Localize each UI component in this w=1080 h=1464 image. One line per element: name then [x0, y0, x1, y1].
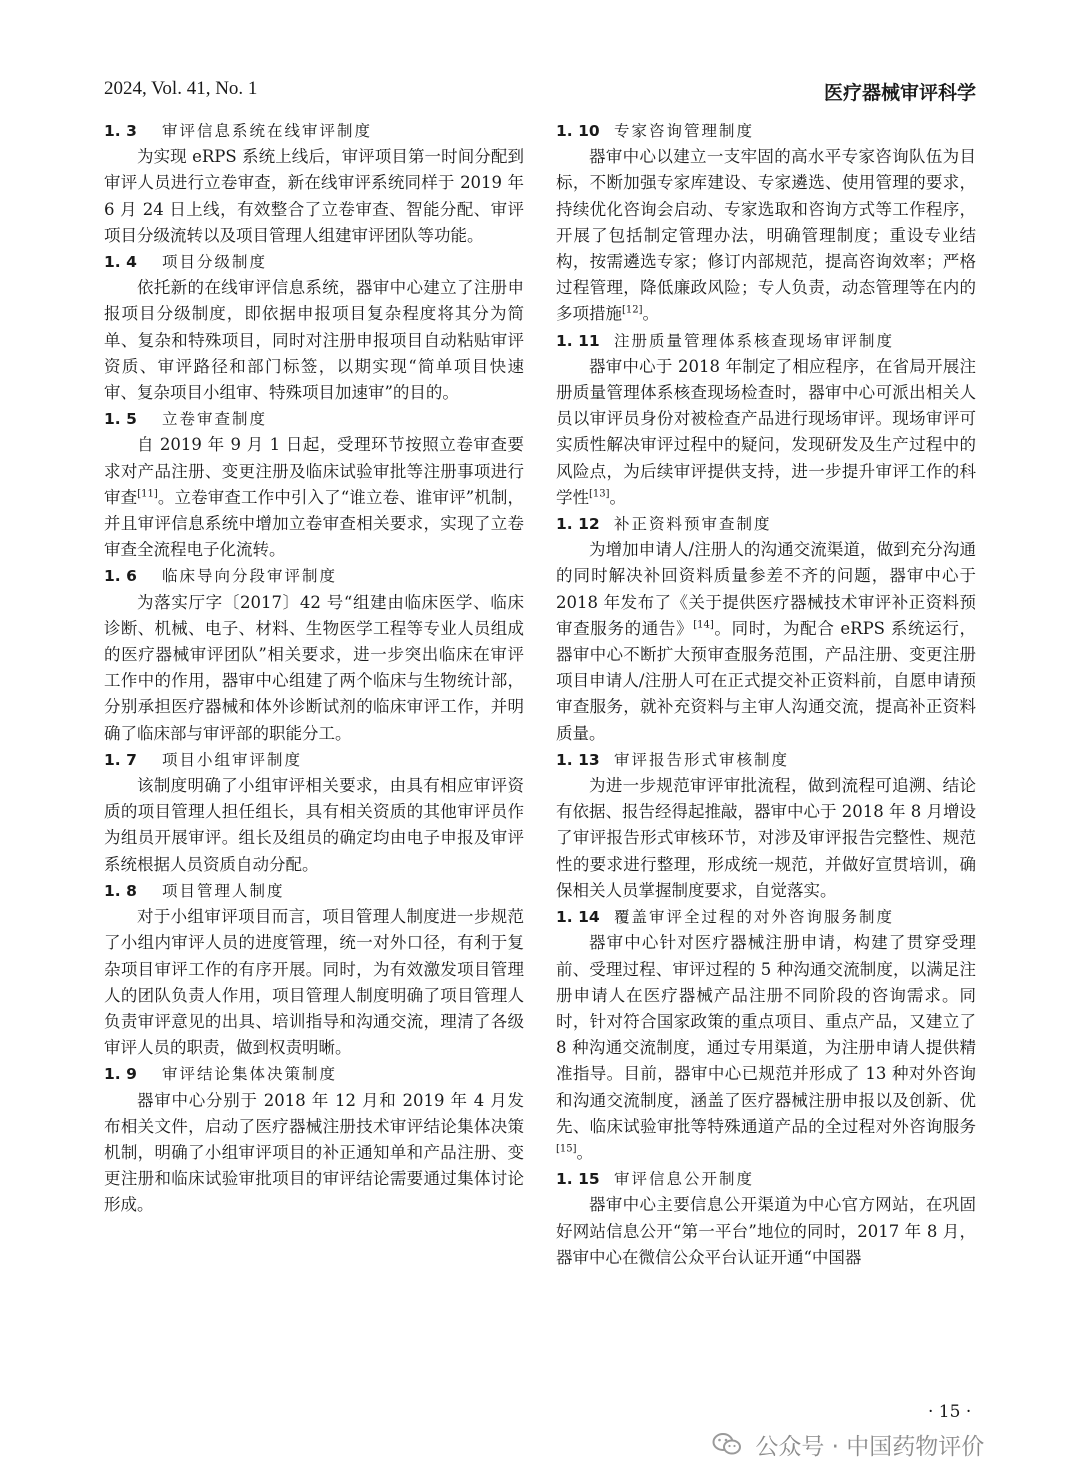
- section: [104, 118, 524, 249]
- section-number: 1. 6: [104, 567, 137, 586]
- paragraph: [556, 144, 976, 327]
- section-title: 审评信息公开制度: [614, 1170, 755, 1189]
- section-number: 1. 14: [556, 908, 600, 927]
- page-number: · 15 ·: [928, 1402, 972, 1422]
- section-number: 1. 4: [104, 253, 137, 272]
- section-number: 1. 3: [104, 122, 137, 140]
- paragraph: [556, 930, 976, 1166]
- section: [556, 511, 976, 747]
- section-heading: [104, 878, 524, 904]
- section-heading: [104, 406, 524, 432]
- section: [556, 904, 976, 1166]
- section-heading: [104, 249, 524, 275]
- paragraph: [104, 144, 524, 249]
- section-title: 注册质量管理体系核查现场审评制度: [614, 331, 895, 350]
- section-title: 审评信息系统在线审评制度: [162, 122, 373, 140]
- watermark: [712, 1428, 984, 1458]
- section-title: 审评报告形式审核制度: [614, 750, 790, 769]
- watermark-text: 公众号 · 中国药物评价: [755, 1434, 985, 1460]
- paragraph-text: 依托新的在线审评信息系统，器审中心建立了注册申报项目分级制度，即依据申报项目复杂程度将其分为简单、复杂和特殊项目，同时对注册申报项目自动粘贴审评资质、审评路径和部门标签，以期实现“简单项目快速审、复杂项目小组审、特殊项目加速审”的目的。: [104, 278, 524, 403]
- section-heading: [556, 328, 976, 354]
- citation-ref: [13]: [589, 488, 610, 500]
- paragraph: [104, 773, 524, 878]
- paragraph-text: 。同时，为配合 eRPS 系统运行，器审中心不断扩大预审查服务范围，产品注册、变更注册项目申请人/注册人可在正式提交补正资料前，自愿申请预审查服务，就补充资料与主审人沟通交流，提高补正资料质量。: [556, 618, 976, 743]
- paragraph: [104, 275, 524, 406]
- section-number: 1. 11: [556, 331, 600, 350]
- section-heading: [104, 563, 524, 589]
- section: [104, 249, 524, 406]
- section-title: 项目分级制度: [162, 253, 268, 272]
- section-number: 1. 8: [104, 881, 137, 900]
- paragraph-text: 。: [642, 304, 660, 324]
- paragraph-text: 为进一步规范审评审批流程，做到流程可追溯、结论有依据、报告经得起推敲，器审中心于 2018 年 8 月增设了审评报告形式审核环节，对涉及审评报告完整性、规范性的要求进行整理，形成统一规范，并做好宣贯培训，确保相关人员掌握制度要求，自觉落实。: [556, 776, 976, 900]
- section: [556, 1166, 976, 1271]
- paragraph: [556, 537, 976, 747]
- section-heading: [104, 1061, 524, 1087]
- left-column: [104, 118, 524, 1219]
- section-title: 补正资料预审查制度: [614, 515, 772, 534]
- section-number: 1. 13: [556, 750, 600, 769]
- citation-ref: [14]: [693, 619, 714, 631]
- journal-name: 医疗器械审评科学: [823, 82, 976, 104]
- paragraph-text: 器审中心针对医疗器械注册申请，构建了贯穿受理前、受理过程、审评过程的 5 种沟通交流制度，以满足注册申请人在医疗器械产品注册不同阶段的咨询需求。同时，针对符合国家政策的重点项目、重点产品，又建立了 8 种沟通交流制度，通过专用渠道，为注册申请人提供精准指导。目前，器审中心已规范并形成了 13 种对外咨询和沟通交流制度，涵盖了医疗器械注册申报以及创新、优先、临床试验审批等特殊通道产品的全过程对外咨询服务: [556, 933, 976, 1136]
- section: [104, 1061, 524, 1218]
- journal-info: 2024, Vol. 41, No. 1: [104, 78, 258, 99]
- paragraph: [104, 904, 524, 1061]
- section-heading: [556, 904, 976, 930]
- section-number: 1. 10: [556, 122, 600, 140]
- section-heading: [556, 118, 976, 144]
- paragraph-text: 对于小组审评项目而言，项目管理人制度进一步规范了小组内审评人员的进度管理，统一对外口径，有利于复杂项目审评工作的有序开展。同时，为有效激发项目管理人的团队负责人作用，项目管理人制度明确了项目管理人负责审评意见的出具、培训指导和沟通交流，理清了各级审评人员的职责，做到权责明晰。: [104, 907, 524, 1058]
- paragraph-text: 自 2019 年 9 月 1 日起，受理环节按照立卷审查要求对产品注册、变更注册及临床试验审批等注册事项进行审查: [104, 435, 524, 507]
- section-title: 项目小组审评制度: [162, 750, 303, 769]
- paragraph: [556, 773, 976, 904]
- section: [556, 747, 976, 904]
- paragraph: [556, 354, 976, 511]
- citation-ref: [11]: [137, 488, 158, 500]
- paragraph-text: 器审中心于 2018 年制定了相应程序，在省局开展注册质量管理体系核查现场检查时，器审中心可派出相关人员以审评员身份对被检查产品进行现场审评。现场审评可实质性解决审评过程中的疑问，发现研发及生产过程中的风险点，为后续审评提供支持，进一步提升审评工作的科学性: [556, 356, 976, 507]
- paragraph-text: 为落实厅字〔2017〕42 号“组建由临床医学、临床诊断、机械、电子、材料、生物医学工程等专业人员组成的医疗器械审评团队”相关要求，进一步突出临床在审评工作中的作用，器审中心组建了两个临床与生物统计部，分别承担医疗器械和体外诊断试剂的临床审评工作，并明确了临床部与审评部的职能分工。: [104, 592, 524, 743]
- wechat-icon: [712, 1432, 742, 1464]
- running-header: [104, 78, 976, 104]
- section-heading: [556, 747, 976, 773]
- paragraph-text: 器审中心分别于 2018 年 12 月和 2019 年 4 月发布相关文件，启动了医疗器械注册技术审评结论集体决策机制，明确了小组审评项目的补正通知单和产品注册、变更注册和临床试验审批项目的审评结论需要通过集体讨论形成。: [104, 1090, 524, 1215]
- paragraph: [104, 590, 524, 747]
- right-column: [556, 118, 976, 1271]
- section: [104, 747, 524, 878]
- citation-ref: [15]: [556, 1143, 577, 1155]
- section: [104, 563, 524, 746]
- section: [104, 878, 524, 1061]
- section-heading: [104, 118, 524, 144]
- section-number: 1. 7: [104, 750, 137, 769]
- section: [556, 328, 976, 511]
- paragraph-text: 为实现 eRPS 系统上线后，审评项目第一时间分配到审评人员进行立卷审查，新在线审评系统同样于 2019 年 6 月 24 日上线，有效整合了立卷审查、智能分配、审评项目分级流转以及项目管理人组建审评团队等功能。: [104, 147, 524, 245]
- paragraph: [104, 1088, 524, 1219]
- citation-ref: [12]: [622, 304, 643, 316]
- section-heading: [556, 511, 976, 537]
- paragraph-text: 器审中心主要信息公开渠道为中心官方网站，在巩固好网站信息公开“第一平台”地位的同时，2017 年 8 月，器审中心在微信公众平台认证开通“中国器: [556, 1195, 976, 1267]
- section-title: 覆盖审评全过程的对外咨询服务制度: [614, 908, 895, 927]
- section-title: 专家咨询管理制度: [614, 122, 755, 140]
- paragraph-text: 器审中心以建立一支牢固的高水平专家咨询队伍为目标，不断加强专家库建设、专家遴选、使用管理的要求，持续优化咨询会启动、专家选取和咨询方式等工作程序，开展了包括制定管理办法，明确管理制度；重设专业结构，按需遴选专家；修订内部规范，提高咨询效率；严格过程管理，降低廉政风险；专人负责，动态管理等在内的多项措施: [556, 147, 976, 324]
- section-number: 1. 15: [556, 1170, 600, 1189]
- paragraph-text: 为增加申请人/注册人的沟通交流渠道，做到充分沟通的同时解决补回资料质量参差不齐的问题，器审中心于 2018 年发布了《关于提供医疗器械技术审评补正资料预审查服务的通告》: [556, 540, 976, 638]
- section: [104, 406, 524, 563]
- section-heading: [104, 747, 524, 773]
- section-number: 1. 9: [104, 1065, 137, 1084]
- paragraph: [556, 1192, 976, 1271]
- paragraph-text: 。立卷审查工作中引入了“谁立卷、谁审评”机制，并且审评信息系统中增加立卷审查相关要求，实现了立卷审查全流程电子化流转。: [104, 487, 524, 560]
- paragraph-text: 该制度明确了小组审评相关要求，由具有相应审评资质的项目管理人担任组长，具有相关资质的其他审评员作为组员开展审评。组长及组员的确定均由电子申报及审评系统根据人员资质自动分配。: [104, 776, 524, 874]
- section-number: 1. 12: [556, 515, 600, 534]
- section-title: 立卷审查制度: [162, 410, 268, 429]
- section-title: 审评结论集体决策制度: [162, 1065, 338, 1084]
- paragraph: [104, 432, 524, 563]
- paragraph-text: 。: [609, 487, 627, 507]
- paragraph-text: 。: [576, 1142, 594, 1162]
- section-heading: [556, 1166, 976, 1192]
- section-number: 1. 5: [104, 410, 137, 429]
- section-title: 临床导向分段审评制度: [162, 567, 338, 586]
- section-title: 项目管理人制度: [162, 881, 285, 900]
- section: [556, 118, 976, 328]
